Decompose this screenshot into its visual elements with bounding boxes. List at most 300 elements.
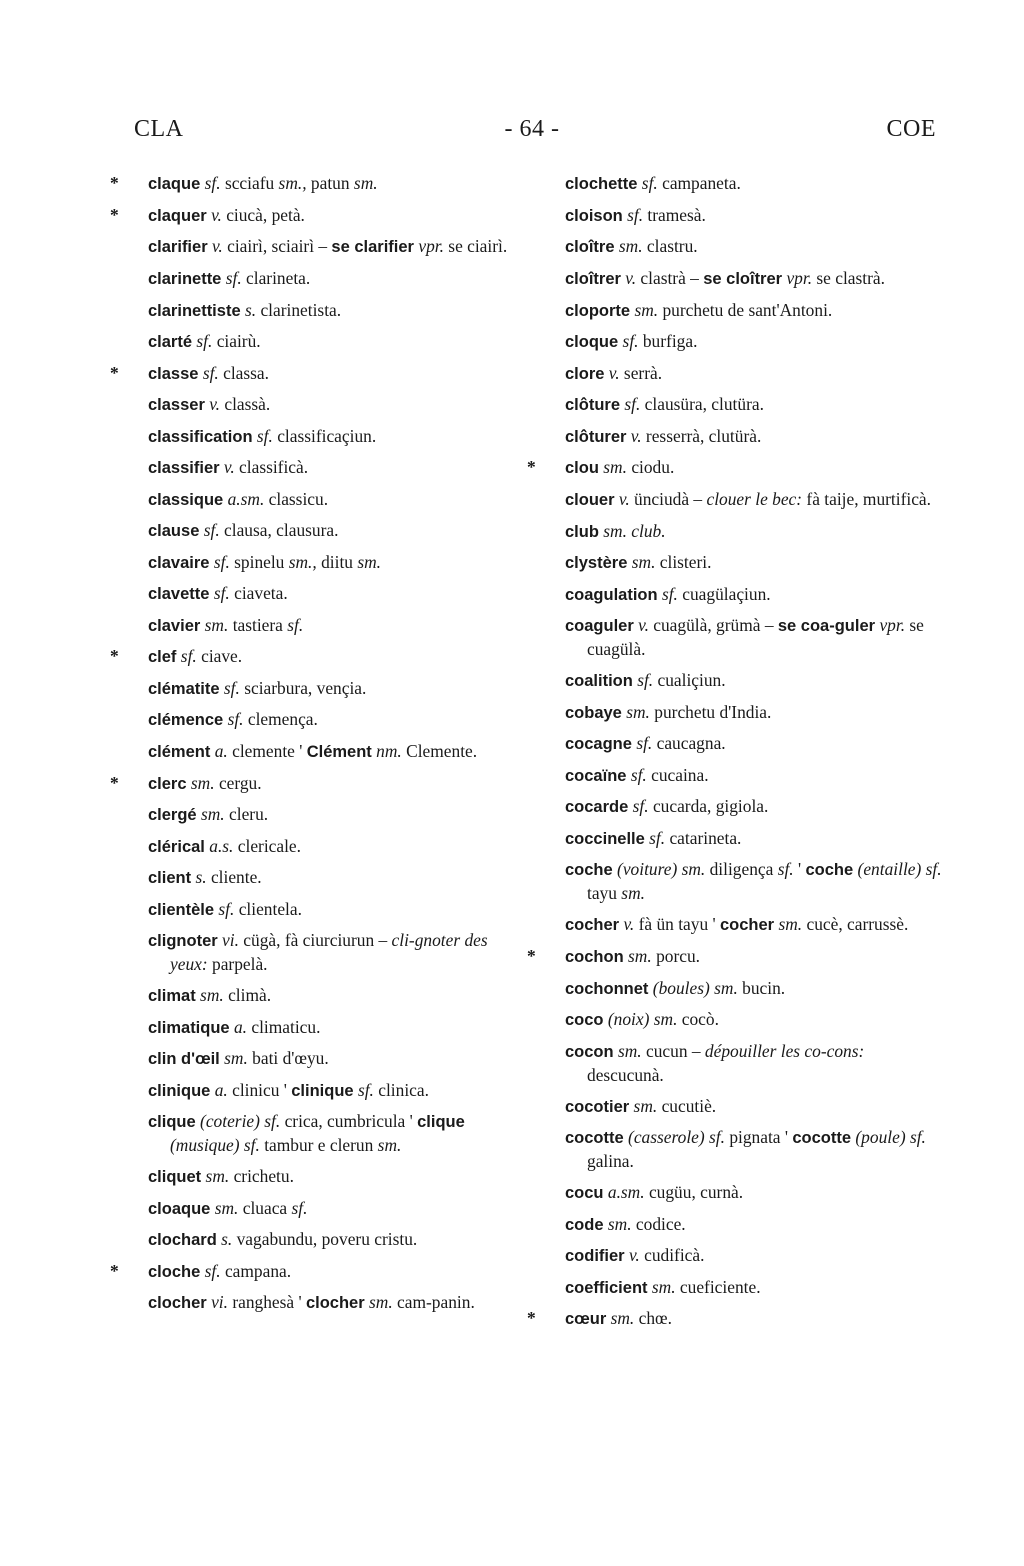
grammar-label: sf. bbox=[213, 551, 230, 572]
grammar-label: sf. bbox=[641, 173, 658, 193]
headword: coco bbox=[565, 1011, 604, 1029]
headword: code bbox=[565, 1215, 604, 1234]
dictionary-entry bbox=[148, 1193, 528, 1225]
headword: classer bbox=[148, 396, 205, 414]
dictionary-entry bbox=[148, 515, 528, 547]
headword: clocher bbox=[305, 1294, 365, 1312]
definition-text: se cuagülà. bbox=[587, 615, 924, 659]
headword: clôture bbox=[565, 396, 621, 414]
headword: cochon bbox=[565, 948, 624, 966]
definition-text: clientela. bbox=[234, 898, 302, 919]
headword: clou bbox=[565, 459, 599, 477]
headword: clément bbox=[148, 742, 211, 761]
dictionary-entry bbox=[148, 168, 528, 200]
headword: cocotte bbox=[565, 1129, 624, 1147]
headword: clause bbox=[148, 522, 200, 540]
dictionary-entry bbox=[565, 421, 945, 453]
definition-text: descucunà. bbox=[587, 1064, 664, 1085]
dictionary-entry bbox=[148, 736, 528, 768]
grammar-label: sf. bbox=[204, 1260, 221, 1281]
grammar-label: sf. bbox=[180, 646, 197, 666]
definition-text: ciave. bbox=[196, 646, 243, 666]
dictionary-entry bbox=[565, 484, 945, 516]
headword: clignoter bbox=[148, 932, 218, 950]
headword: Clément bbox=[306, 742, 372, 761]
grammar-label: v. bbox=[623, 914, 635, 934]
headword: cloque bbox=[565, 333, 619, 351]
grammar-label: sm. bbox=[353, 173, 378, 193]
headword: se cloîtrer bbox=[703, 269, 783, 288]
definition-text: tambur e clerun bbox=[259, 1135, 378, 1155]
dictionary-entry bbox=[148, 704, 528, 736]
grammar-label: vi. bbox=[211, 1292, 228, 1312]
headword: clémence bbox=[148, 711, 224, 729]
dictionary-entry bbox=[148, 862, 528, 894]
definition-text: classicu. bbox=[264, 488, 329, 509]
dictionary-entry bbox=[148, 1106, 528, 1161]
definition-text: clausüra, clutüra. bbox=[640, 394, 764, 414]
headword: coalition bbox=[565, 672, 633, 690]
dictionary-entry bbox=[565, 823, 945, 855]
dictionary-entry bbox=[148, 641, 528, 673]
headword: coagulation bbox=[565, 585, 658, 604]
headword: cobaye bbox=[565, 703, 622, 722]
headword: clientèle bbox=[148, 900, 215, 919]
grammar-label: sm. bbox=[617, 1040, 642, 1061]
definition-text: clemente ' bbox=[227, 740, 307, 761]
grammar-label: sf. bbox=[632, 796, 649, 816]
definition-text: clarineta. bbox=[241, 268, 311, 288]
dictionary-entry bbox=[565, 326, 945, 358]
grammar-label: v. bbox=[223, 457, 235, 477]
headword: cocaïne bbox=[565, 766, 627, 785]
grammar-label: sf. bbox=[661, 583, 678, 604]
grammar-label: sm. bbox=[628, 946, 652, 966]
definition-text: cergu. bbox=[214, 772, 262, 793]
headword: classe bbox=[148, 364, 199, 383]
grammar-label: sf. bbox=[227, 709, 244, 729]
definition-text: diligença bbox=[705, 859, 778, 879]
grammar-label: dépouiller les co-cons: bbox=[704, 1040, 865, 1061]
headword: clochard bbox=[148, 1231, 217, 1249]
dictionary-entry bbox=[565, 168, 945, 200]
grammar-label: a. bbox=[214, 740, 228, 761]
headword: clin d'œil bbox=[148, 1050, 220, 1068]
left-column bbox=[148, 168, 528, 1319]
grammar-label: sf. bbox=[357, 1079, 374, 1100]
grammar-label: sf. bbox=[223, 677, 240, 698]
dictionary-entry bbox=[565, 854, 945, 909]
grammar-label: sf. bbox=[203, 520, 220, 540]
definition-text: cam-panin. bbox=[392, 1292, 475, 1312]
grammar-label: s. bbox=[244, 299, 257, 320]
grammar-label: sm. bbox=[633, 1095, 658, 1116]
dictionary-entry bbox=[148, 547, 528, 579]
grammar-label: sf. bbox=[196, 331, 213, 351]
definition-text: purchetu de sant'Antoni. bbox=[658, 299, 833, 320]
grammar-label: (voiture) sm. bbox=[617, 859, 706, 879]
grammar-label: vpr. bbox=[786, 267, 813, 288]
definition-text: campana. bbox=[220, 1260, 292, 1281]
dictionary-entry bbox=[565, 973, 945, 1005]
grammar-label: a. bbox=[214, 1079, 228, 1100]
definition-text: resserrà, clutürà. bbox=[641, 425, 762, 446]
dictionary-entry bbox=[148, 894, 528, 926]
definition-text: cügà, fà ciurciurun – bbox=[238, 930, 392, 950]
grammar-label: vi. bbox=[222, 930, 239, 950]
grammar-label: sf. bbox=[213, 583, 230, 603]
grammar-label: sm. bbox=[603, 457, 627, 477]
definition-text: caucagna. bbox=[652, 733, 726, 753]
grammar-label: (entaille) sf. bbox=[857, 859, 942, 879]
definition-text: classa. bbox=[218, 362, 270, 383]
grammar-label: sm. bbox=[204, 614, 229, 635]
grammar-label: sf. bbox=[627, 204, 644, 225]
grammar-label: sm. bbox=[224, 1048, 248, 1068]
definition-text: porcu. bbox=[651, 946, 701, 966]
grammar-label: sf. bbox=[777, 859, 794, 879]
headword: clarinettiste bbox=[148, 301, 241, 320]
definition-text: cugüu, curnà. bbox=[644, 1182, 744, 1202]
grammar-label: sm. bbox=[200, 804, 225, 824]
grammar-label: sm. bbox=[200, 985, 224, 1005]
headword: clématite bbox=[148, 679, 220, 698]
grammar-label: sm. club. bbox=[603, 520, 666, 541]
dictionary-entry bbox=[148, 1287, 528, 1319]
definition-text: cucè, carrussè. bbox=[802, 914, 909, 934]
headword: cocher bbox=[719, 916, 775, 934]
headword: cloaque bbox=[148, 1199, 211, 1218]
grammar-label: sf. bbox=[649, 827, 666, 848]
grammar-label: v. bbox=[628, 1245, 640, 1265]
definition-text: Clemente. bbox=[401, 740, 478, 761]
dictionary-entry bbox=[148, 263, 528, 295]
grammar-label: sm. bbox=[214, 1197, 239, 1218]
running-head-right: COE bbox=[886, 116, 936, 142]
definition-text: catarineta. bbox=[665, 827, 742, 848]
headword: coccinelle bbox=[565, 829, 645, 848]
headword: clystère bbox=[565, 554, 628, 572]
grammar-label: vpr. bbox=[879, 615, 906, 635]
headword: cocon bbox=[565, 1042, 614, 1061]
grammar-label: sm. bbox=[369, 1292, 393, 1312]
dictionary-entry bbox=[565, 1122, 945, 1177]
dictionary-entry bbox=[565, 200, 945, 232]
headword: codifier bbox=[565, 1247, 625, 1265]
definition-text: ciaveta. bbox=[229, 583, 288, 603]
dictionary-entry bbox=[148, 925, 528, 980]
grammar-label: v. bbox=[630, 425, 642, 446]
definition-text: ranghesà ' bbox=[227, 1292, 306, 1312]
definition-text: clausa, clausura. bbox=[219, 520, 339, 540]
dictionary-entry bbox=[148, 1075, 528, 1107]
definition-text: cuagülaçiun. bbox=[677, 583, 771, 604]
definition-text: cluaca bbox=[238, 1197, 292, 1218]
dictionary-entry bbox=[148, 578, 528, 610]
dictionary-entry bbox=[148, 484, 528, 516]
definition-text: cocò. bbox=[677, 1009, 719, 1029]
headword: cocagne bbox=[565, 735, 632, 753]
dictionary-entry bbox=[565, 1091, 945, 1123]
headword: clavette bbox=[148, 585, 210, 603]
definition-text: bucin. bbox=[737, 977, 786, 998]
dictionary-entry bbox=[565, 295, 945, 327]
grammar-label: sf. bbox=[630, 764, 647, 785]
grammar-label: nm. bbox=[376, 740, 402, 761]
definition-text: clarinetista. bbox=[256, 299, 342, 320]
definition-text: crica, cumbricula ' bbox=[280, 1111, 418, 1131]
grammar-label: v. bbox=[608, 362, 620, 383]
definition-text: bati d'œyu. bbox=[247, 1048, 329, 1068]
grammar-label: cli-gnoter des yeux: bbox=[170, 930, 488, 974]
grammar-label: sm., bbox=[278, 173, 307, 193]
definition-text: tastiera bbox=[228, 614, 288, 635]
definition-text: parpelà. bbox=[207, 954, 268, 974]
headword: client bbox=[148, 869, 192, 887]
grammar-label: v. bbox=[625, 267, 637, 288]
headword: se clarifier bbox=[331, 238, 414, 256]
right-column bbox=[565, 168, 945, 1335]
definition-text: purchetu d'India. bbox=[649, 701, 772, 722]
definition-text: ' bbox=[793, 859, 806, 879]
dictionary-entry bbox=[565, 941, 945, 973]
grammar-label: sm. bbox=[626, 701, 650, 722]
grammar-label: sm. bbox=[634, 299, 659, 320]
grammar-label: sm. bbox=[610, 1308, 635, 1328]
grammar-label: sm., bbox=[288, 551, 317, 572]
headword: coaguler bbox=[565, 617, 634, 635]
grammar-label: sm. bbox=[377, 1135, 402, 1155]
definition-text: clinicu ' bbox=[227, 1079, 292, 1100]
grammar-label: vpr. bbox=[418, 236, 444, 256]
grammar-label: sf. bbox=[624, 394, 641, 414]
headword: clouer bbox=[565, 490, 615, 509]
grammar-label: sm. bbox=[190, 772, 215, 793]
page-number: - 64 - bbox=[504, 116, 560, 142]
headword: clérical bbox=[148, 837, 205, 856]
headword: cloche bbox=[148, 1262, 201, 1281]
headword: clarté bbox=[148, 333, 193, 351]
definition-text: ciodu. bbox=[626, 457, 675, 477]
definition-text: tramesà. bbox=[643, 204, 706, 225]
definition-text: se clastrà. bbox=[812, 267, 885, 288]
definition-text: patun bbox=[306, 173, 354, 193]
definition-text: burfiga. bbox=[638, 331, 698, 351]
definition-text: cucutiè. bbox=[657, 1095, 717, 1116]
headword: cloîtrer bbox=[565, 269, 621, 288]
headword: classifier bbox=[148, 459, 220, 477]
dictionary-entry bbox=[565, 231, 945, 263]
grammar-label: s. bbox=[195, 867, 207, 887]
definition-text: ciairù. bbox=[212, 331, 261, 351]
definition-text: cueficiente. bbox=[675, 1276, 761, 1297]
dictionary-entry bbox=[148, 389, 528, 421]
dictionary-entry bbox=[565, 1303, 945, 1335]
headword: clinique bbox=[291, 1081, 354, 1100]
headword: clavaire bbox=[148, 553, 210, 572]
definition-text: clastrà – bbox=[636, 267, 704, 288]
headword: clore bbox=[565, 364, 605, 383]
grammar-label: sm. bbox=[357, 551, 382, 572]
headword: cocarde bbox=[565, 798, 629, 816]
dictionary-entry bbox=[565, 610, 945, 665]
definition-text: diitu bbox=[316, 551, 358, 572]
definition-text: ciucà, petà. bbox=[221, 204, 305, 225]
headword: cocher bbox=[565, 916, 620, 934]
grammar-label: sf. bbox=[218, 898, 235, 919]
grammar-label: sm. bbox=[631, 552, 656, 572]
headword: climat bbox=[148, 987, 196, 1005]
headword: coche bbox=[805, 861, 854, 879]
headword: claquer bbox=[148, 206, 207, 225]
headword: classique bbox=[148, 490, 224, 509]
grammar-label: v. bbox=[211, 236, 223, 256]
headword: clef bbox=[148, 648, 177, 666]
dictionary-entry bbox=[565, 760, 945, 792]
dictionary-entry bbox=[565, 389, 945, 421]
grammar-label: (casserole) sf. bbox=[628, 1127, 725, 1147]
dictionary-entry bbox=[148, 768, 528, 800]
definition-text: cucarda, gigiola. bbox=[648, 796, 769, 816]
dictionary-entry bbox=[565, 547, 945, 579]
headword: cocotte bbox=[792, 1129, 852, 1147]
definition-text: sciarbura, vençia. bbox=[239, 677, 367, 698]
definition-text: ünciudà – bbox=[629, 488, 707, 509]
dictionary-entry bbox=[565, 1240, 945, 1272]
grammar-label: sm. bbox=[651, 1276, 676, 1297]
definition-text: galina. bbox=[587, 1151, 634, 1171]
definition-text: clericale. bbox=[233, 835, 301, 856]
dictionary-entry bbox=[148, 326, 528, 358]
grammar-label: sf. bbox=[287, 614, 304, 635]
headword: club bbox=[565, 522, 599, 541]
grammar-label: sf. bbox=[291, 1197, 308, 1218]
dictionary-entry bbox=[565, 697, 945, 729]
headword: classification bbox=[148, 427, 253, 446]
grammar-label: (noix) sm. bbox=[607, 1009, 678, 1029]
definition-text: climà. bbox=[223, 985, 272, 1005]
dictionary-entry bbox=[148, 1256, 528, 1288]
grammar-label: a. bbox=[233, 1016, 248, 1037]
definition-text: clinica. bbox=[373, 1079, 429, 1100]
definition-text: classà. bbox=[220, 394, 271, 414]
headword: clochette bbox=[565, 175, 638, 193]
headword: clique bbox=[148, 1113, 196, 1131]
grammar-label: sf. bbox=[225, 268, 242, 288]
headword: clerc bbox=[148, 774, 187, 793]
dictionary-entry bbox=[148, 610, 528, 642]
dictionary-entry bbox=[565, 909, 945, 941]
headword: cœur bbox=[565, 1310, 607, 1328]
definition-text: campaneta. bbox=[657, 173, 741, 193]
dictionary-entry bbox=[565, 1036, 945, 1091]
definition-text: clisteri. bbox=[655, 552, 712, 572]
definition-text: scciafu bbox=[220, 173, 279, 193]
grammar-label: v. bbox=[209, 394, 221, 414]
headword: clôturer bbox=[565, 427, 627, 446]
dictionary-entry bbox=[565, 1004, 945, 1036]
grammar-label: sf. bbox=[202, 362, 219, 383]
dictionary-entry bbox=[565, 516, 945, 548]
dictionary-entry bbox=[148, 231, 528, 263]
definition-text: cleru. bbox=[224, 804, 269, 824]
grammar-label: sf. bbox=[204, 173, 221, 193]
dictionary-entry bbox=[148, 421, 528, 453]
dictionary-entry bbox=[565, 791, 945, 823]
definition-text: fà taije, murtificà. bbox=[802, 488, 931, 509]
grammar-label: a.sm. bbox=[227, 488, 265, 509]
dictionary-entry bbox=[148, 1043, 528, 1075]
grammar-label: s. bbox=[221, 1229, 233, 1249]
headword: cochonnet bbox=[565, 979, 649, 998]
dictionary-entry bbox=[148, 1161, 528, 1193]
definition-text: spinelu bbox=[229, 551, 289, 572]
definition-text: cucaina. bbox=[646, 764, 709, 785]
headword: cocotier bbox=[565, 1097, 630, 1116]
headword: clinique bbox=[148, 1081, 211, 1100]
headword: cloporte bbox=[565, 301, 631, 320]
definition-text: cualiçiun. bbox=[653, 670, 726, 690]
headword: clarifier bbox=[148, 238, 208, 256]
headword: cocu bbox=[565, 1184, 604, 1202]
dictionary-entry bbox=[565, 263, 945, 295]
dictionary-entry bbox=[565, 728, 945, 760]
dictionary-entry bbox=[148, 799, 528, 831]
dictionary-entry bbox=[565, 358, 945, 390]
grammar-label: (boules) sm. bbox=[652, 977, 738, 998]
definition-text: cudificà. bbox=[639, 1245, 705, 1265]
grammar-label: clouer le bec: bbox=[706, 488, 803, 509]
dictionary-entry bbox=[148, 980, 528, 1012]
dictionary-entry bbox=[148, 358, 528, 390]
dictionary-entry bbox=[565, 1272, 945, 1304]
dictionary-entry bbox=[148, 452, 528, 484]
headword: coche bbox=[565, 861, 613, 879]
grammar-label: sm. bbox=[618, 236, 643, 256]
definition-text: clemença. bbox=[243, 709, 318, 729]
definition-text: serrà. bbox=[619, 362, 663, 383]
grammar-label: sf. bbox=[622, 331, 639, 351]
grammar-label: a.sm. bbox=[607, 1182, 645, 1202]
dictionary-entry bbox=[565, 579, 945, 611]
grammar-label: (coterie) sf. bbox=[200, 1111, 281, 1131]
grammar-label: sm. bbox=[607, 1213, 632, 1234]
headword: coefficient bbox=[565, 1278, 648, 1297]
definition-text: classificaçiun. bbox=[272, 425, 377, 446]
dictionary-entry bbox=[565, 1209, 945, 1241]
definition-text: pignata ' bbox=[724, 1127, 793, 1147]
headword: climatique bbox=[148, 1018, 230, 1037]
definition-text: climaticu. bbox=[247, 1016, 321, 1037]
grammar-label: sf. bbox=[636, 733, 653, 753]
definition-text: codice. bbox=[631, 1213, 686, 1234]
grammar-label: sm. bbox=[205, 1166, 230, 1186]
grammar-label: sf. bbox=[256, 425, 273, 446]
dictionary-entry bbox=[565, 452, 945, 484]
dictionary-entry bbox=[565, 1177, 945, 1209]
headword: cloison bbox=[565, 206, 623, 225]
dictionary-entry bbox=[148, 673, 528, 705]
running-head-left: CLA bbox=[134, 116, 184, 142]
dictionary-entry bbox=[565, 665, 945, 697]
grammar-label: v. bbox=[211, 204, 222, 225]
dictionary-entry bbox=[148, 295, 528, 327]
grammar-label: sm. bbox=[778, 914, 803, 934]
definition-text: fà ün tayu ' bbox=[634, 914, 720, 934]
definition-text: ciairì, sciairì – bbox=[222, 236, 332, 256]
headword: clarinette bbox=[148, 270, 222, 288]
headword: cloître bbox=[565, 238, 615, 256]
